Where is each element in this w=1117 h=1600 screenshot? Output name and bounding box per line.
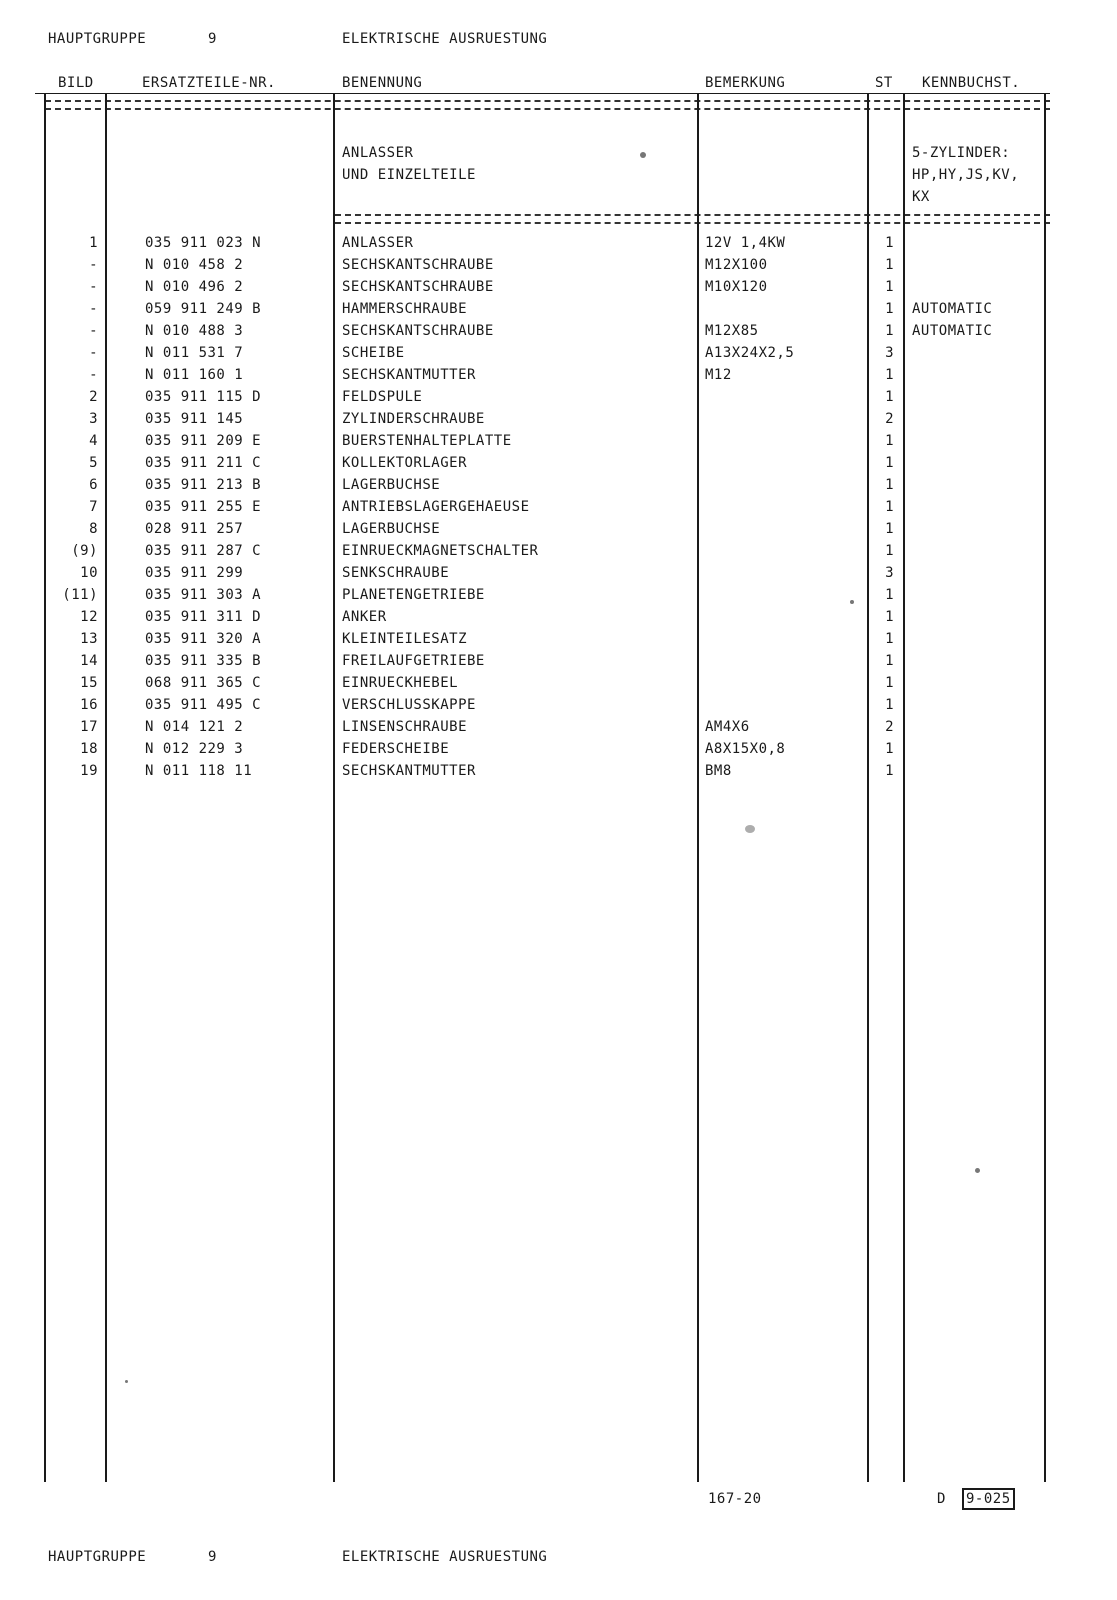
cell-benennung: SECHSKANTMUTTER: [342, 763, 476, 779]
cell-part-number: N 011 118 11: [145, 763, 253, 779]
column-header-bemerkung: BEMERKUNG: [705, 75, 786, 91]
table-row: [0, 474, 1117, 496]
table-row: [0, 672, 1117, 694]
cell-st: 1: [885, 477, 894, 493]
cell-part-number: 059 911 249 B: [145, 301, 262, 317]
footer-code: 167-20: [708, 1491, 762, 1507]
header-hauptgruppe-number: 9: [208, 31, 217, 47]
cell-benennung: EINRUECKHEBEL: [342, 675, 459, 691]
cell-part-number: 035 911 335 B: [145, 653, 262, 669]
cell-bild: -: [89, 367, 98, 383]
cell-part-number: 035 911 213 B: [145, 477, 262, 493]
cell-benennung: KLEINTEILESATZ: [342, 631, 468, 647]
table-row: [0, 650, 1117, 672]
cell-bemerkung: BM8: [705, 763, 732, 779]
cell-part-number: 035 911 320 A: [145, 631, 262, 647]
cell-st: 1: [885, 279, 894, 295]
cell-kennbuchst: AUTOMATIC: [912, 323, 993, 339]
cell-benennung: BUERSTENHALTEPLATTE: [342, 433, 512, 449]
header-separator: [45, 100, 1050, 110]
cell-benennung: ANLASSER: [342, 235, 414, 251]
footer-hauptgruppe-number: 9: [208, 1549, 217, 1565]
cell-part-number: N 012 229 3: [145, 741, 244, 757]
cell-st: 1: [885, 675, 894, 691]
cell-benennung: LINSENSCHRAUBE: [342, 719, 468, 735]
cell-benennung: VERSCHLUSSKAPPE: [342, 697, 476, 713]
table-row: [0, 540, 1117, 562]
cell-bild: 5: [89, 455, 98, 471]
scan-speck: [850, 600, 854, 604]
cell-benennung: HAMMERSCHRAUBE: [342, 301, 468, 317]
cell-bild: -: [89, 323, 98, 339]
cell-bemerkung: M12X85: [705, 323, 759, 339]
scan-speck: [975, 1168, 980, 1173]
cell-bild: 18: [80, 741, 98, 757]
cell-bild: 8: [89, 521, 98, 537]
cell-st: 1: [885, 389, 894, 405]
cell-part-number: N 010 488 3: [145, 323, 244, 339]
footer-page-number: 9-025: [962, 1488, 1015, 1510]
table-row: [0, 606, 1117, 628]
cell-bild: 3: [89, 411, 98, 427]
header-title: ELEKTRISCHE AUSRUESTUNG: [342, 31, 548, 47]
cell-st: 1: [885, 741, 894, 757]
cell-st: 2: [885, 411, 894, 427]
cell-bild: 13: [80, 631, 98, 647]
table-row: [0, 584, 1117, 606]
cell-bild: -: [89, 257, 98, 273]
cell-bild: -: [89, 345, 98, 361]
cell-bild: 4: [89, 433, 98, 449]
cell-bild: 12: [80, 609, 98, 625]
cell-benennung: FEDERSCHEIBE: [342, 741, 450, 757]
cell-bild: -: [89, 279, 98, 295]
cell-bemerkung: M10X120: [705, 279, 768, 295]
cell-bild: 19: [80, 763, 98, 779]
table-row: [0, 452, 1117, 474]
cell-part-number: N 011 160 1: [145, 367, 244, 383]
cell-bild: 10: [80, 565, 98, 581]
table-row: [0, 716, 1117, 738]
cell-st: 1: [885, 257, 894, 273]
header-hauptgruppe-label: HAUPTGRUPPE: [48, 31, 147, 47]
cell-bild: (11): [62, 587, 98, 603]
cell-st: 1: [885, 653, 894, 669]
cell-benennung: KOLLEKTORLAGER: [342, 455, 468, 471]
scan-speck: [125, 1380, 128, 1383]
cell-benennung: LAGERBUCHSE: [342, 521, 441, 537]
cell-bemerkung: A13X24X2,5: [705, 345, 795, 361]
cell-bild: 16: [80, 697, 98, 713]
cell-part-number: 035 911 211 C: [145, 455, 262, 471]
cell-bild: 7: [89, 499, 98, 515]
table-row: [0, 298, 1117, 320]
group-kenn-line1: 5-ZYLINDER:: [912, 145, 1011, 161]
cell-part-number: 035 911 115 D: [145, 389, 262, 405]
cell-benennung: LAGERBUCHSE: [342, 477, 441, 493]
cell-benennung: ANTRIEBSLAGERGEHAEUSE: [342, 499, 530, 515]
cell-part-number: 035 911 145: [145, 411, 244, 427]
cell-kennbuchst: AUTOMATIC: [912, 301, 993, 317]
cell-bemerkung: M12X100: [705, 257, 768, 273]
cell-st: 1: [885, 367, 894, 383]
cell-bild: 1: [89, 235, 98, 251]
footer-lang: D: [937, 1491, 946, 1507]
table-row: [0, 342, 1117, 364]
cell-part-number: N 010 496 2: [145, 279, 244, 295]
cell-part-number: 035 911 311 D: [145, 609, 262, 625]
cell-benennung: SECHSKANTSCHRAUBE: [342, 279, 494, 295]
cell-bild: 6: [89, 477, 98, 493]
cell-st: 1: [885, 543, 894, 559]
cell-bild: -: [89, 301, 98, 317]
table-row: [0, 254, 1117, 276]
table-row: [0, 232, 1117, 254]
cell-st: 1: [885, 697, 894, 713]
group-subtitle: UND EINZELTEILE: [342, 167, 476, 183]
scan-speck: [745, 825, 755, 833]
cell-st: 1: [885, 499, 894, 515]
cell-st: 1: [885, 521, 894, 537]
cell-benennung: ANKER: [342, 609, 387, 625]
column-header-benennung: BENENNUNG: [342, 75, 423, 91]
column-header-kennbuchst: KENNBUCHST.: [922, 75, 1021, 91]
footer-title: ELEKTRISCHE AUSRUESTUNG: [342, 1549, 548, 1565]
scan-speck: [640, 152, 646, 158]
cell-bild: 17: [80, 719, 98, 735]
column-header-bild: BILD: [58, 75, 94, 91]
cell-st: 1: [885, 323, 894, 339]
cell-part-number: N 014 121 2: [145, 719, 244, 735]
cell-benennung: SECHSKANTSCHRAUBE: [342, 323, 494, 339]
cell-benennung: EINRUECKMAGNETSCHALTER: [342, 543, 539, 559]
cell-part-number: 028 911 257: [145, 521, 244, 537]
cell-benennung: FREILAUFGETRIEBE: [342, 653, 485, 669]
table-row: [0, 386, 1117, 408]
cell-benennung: ZYLINDERSCHRAUBE: [342, 411, 485, 427]
group-kenn-line2: HP,HY,JS,KV,: [912, 167, 1020, 183]
cell-st: 1: [885, 609, 894, 625]
cell-part-number: N 010 458 2: [145, 257, 244, 273]
cell-st: 1: [885, 301, 894, 317]
cell-st: 1: [885, 631, 894, 647]
cell-st: 3: [885, 345, 894, 361]
cell-benennung: SECHSKANTMUTTER: [342, 367, 476, 383]
header-underline: [35, 93, 1050, 94]
table-row: [0, 760, 1117, 782]
cell-benennung: SENKSCHRAUBE: [342, 565, 450, 581]
cell-part-number: 035 911 299: [145, 565, 244, 581]
footer-hauptgruppe-label: HAUPTGRUPPE: [48, 1549, 147, 1565]
table-row: [0, 408, 1117, 430]
table-row: [0, 496, 1117, 518]
column-header-ersatzteile-nr: ERSATZTEILE-NR.: [142, 75, 276, 91]
cell-part-number: 035 911 495 C: [145, 697, 262, 713]
table-row: [0, 738, 1117, 760]
cell-benennung: SECHSKANTSCHRAUBE: [342, 257, 494, 273]
table-row: [0, 518, 1117, 540]
cell-bild: 15: [80, 675, 98, 691]
cell-st: 3: [885, 565, 894, 581]
group-kenn-line3: KX: [912, 189, 930, 205]
cell-st: 1: [885, 763, 894, 779]
table-row: [0, 364, 1117, 386]
cell-bild: 14: [80, 653, 98, 669]
table-row: [0, 628, 1117, 650]
table-row: [0, 320, 1117, 342]
cell-part-number: 068 911 365 C: [145, 675, 262, 691]
group-separator: [335, 214, 1050, 224]
table-row: [0, 694, 1117, 716]
cell-benennung: SCHEIBE: [342, 345, 405, 361]
cell-bemerkung: A8X15X0,8: [705, 741, 786, 757]
cell-bemerkung: 12V 1,4KW: [705, 235, 786, 251]
cell-part-number: 035 911 303 A: [145, 587, 262, 603]
group-title: ANLASSER: [342, 145, 414, 161]
cell-st: 1: [885, 587, 894, 603]
table-row: [0, 276, 1117, 298]
cell-part-number: 035 911 255 E: [145, 499, 262, 515]
cell-part-number: 035 911 209 E: [145, 433, 262, 449]
cell-benennung: FELDSPULE: [342, 389, 423, 405]
cell-bemerkung: AM4X6: [705, 719, 750, 735]
cell-benennung: PLANETENGETRIEBE: [342, 587, 485, 603]
cell-st: 2: [885, 719, 894, 735]
cell-bemerkung: M12: [705, 367, 732, 383]
column-header-st: ST: [875, 75, 893, 91]
table-row: [0, 430, 1117, 452]
cell-st: 1: [885, 433, 894, 449]
cell-st: 1: [885, 235, 894, 251]
cell-part-number: N 011 531 7: [145, 345, 244, 361]
table-row: [0, 562, 1117, 584]
cell-part-number: 035 911 287 C: [145, 543, 262, 559]
cell-bild: 2: [89, 389, 98, 405]
cell-st: 1: [885, 455, 894, 471]
cell-part-number: 035 911 023 N: [145, 235, 262, 251]
cell-bild: (9): [71, 543, 98, 559]
